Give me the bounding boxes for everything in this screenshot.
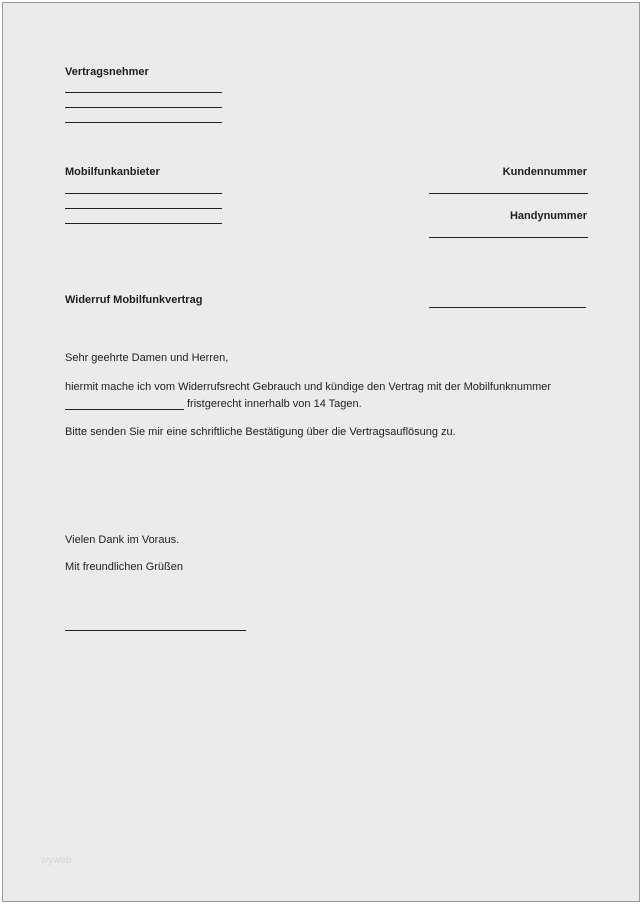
mobile-number-label: Handynummer [509,210,587,222]
body-line-1: hiermit mache ich vom Widerrufsrecht Gebrauch und kündige den Vertrag mit der Mobilfunknummer [65,381,552,393]
mobile-number-inline-line[interactable] [65,409,184,410]
signature-line[interactable] [65,630,246,631]
subject-title: Widerruf Mobilfunkvertrag [65,294,203,306]
provider-line-2[interactable] [65,208,222,209]
contractor-line-2[interactable] [65,107,222,108]
provider-line-1[interactable] [65,193,222,194]
watermark-text: wyweb [41,855,72,866]
salutation: Sehr geehrte Damen und Herren, [65,352,229,364]
customer-number-label: Kundennummer [502,166,587,178]
confirmation-request: Bitte senden Sie mir eine schriftliche Bestätigung über die Vertragsauflösung zu. [65,426,456,438]
body-line-2: fristgerecht innerhalb von 14 Tagen. [187,398,362,410]
contractor-line-3[interactable] [65,122,222,123]
customer-number-line[interactable] [429,193,588,194]
contractor-line-1[interactable] [65,92,222,93]
closing-line: Mit freundlichen Grüßen [65,561,183,573]
document-page [2,2,640,902]
provider-line-3[interactable] [65,223,222,224]
contractor-heading: Vertragsnehmer [65,66,149,78]
date-line[interactable] [429,307,586,308]
thanks-line: Vielen Dank im Voraus. [65,534,180,546]
mobile-number-line[interactable] [429,237,588,238]
provider-heading: Mobilfunkanbieter [65,166,160,178]
